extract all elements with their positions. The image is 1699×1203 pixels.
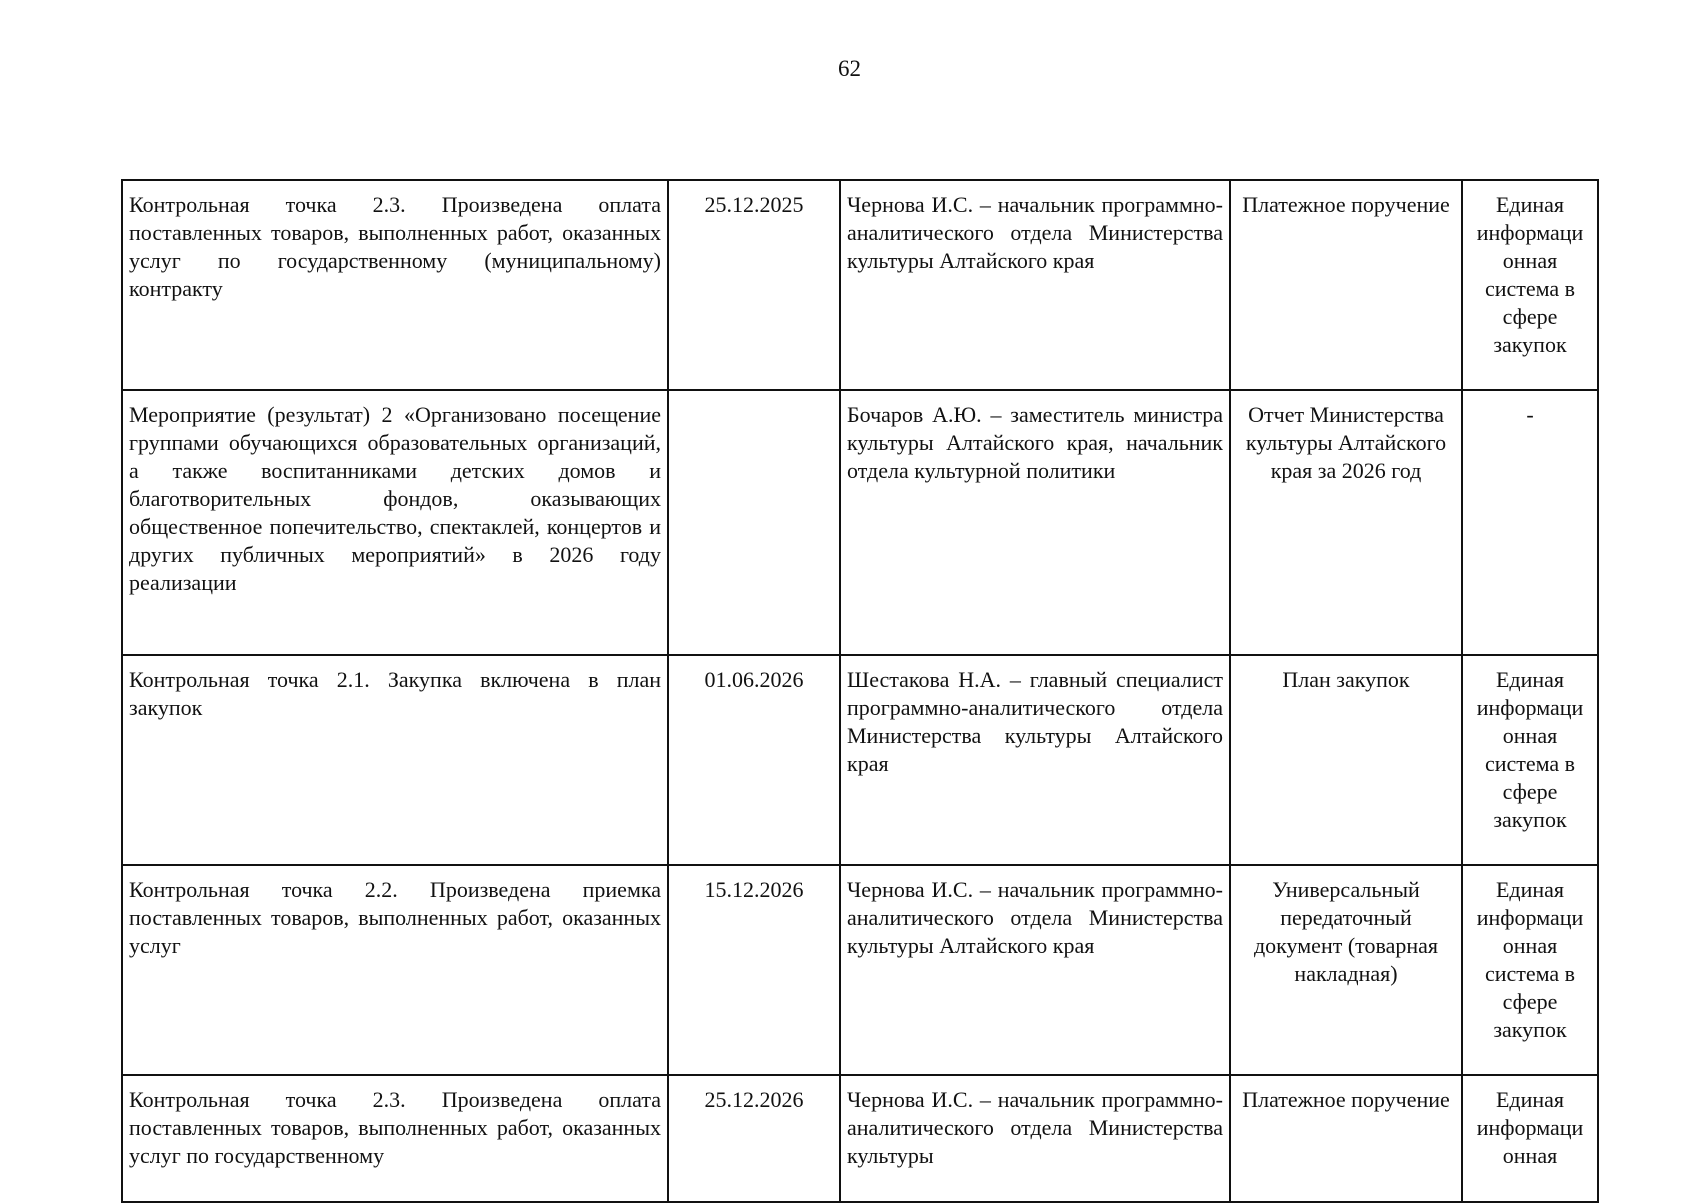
date-cell: 15.12.2026: [668, 865, 840, 1075]
event-name-cell: Контрольная точка 2.3. Произведена оплата поставленных товаров, выполненных работ, оказанных услуг по государственному: [122, 1075, 668, 1202]
event-name-cell: Контрольная точка 2.3. Произведена оплата поставленных товаров, выполненных работ, оказанных услуг по государственному (муниципальному) контракту: [122, 180, 668, 390]
info-system-cell: Единая информаци онная: [1462, 1075, 1598, 1202]
date-cell: [668, 390, 840, 655]
date-cell: 25.12.2026: [668, 1075, 840, 1202]
document-cell: Отчет Министерства культуры Алтайского края за 2026 год: [1230, 390, 1462, 655]
table-row: [122, 1075, 1598, 1202]
document-cell: Платежное поручение: [1230, 180, 1462, 390]
page-number: 62: [838, 56, 861, 81]
responsible-cell: Шестакова Н.А. – главный специалист программно-аналитического отдела Министерства культуры Алтайского края: [840, 655, 1230, 865]
info-system-cell: Единая информаци онная система в сфере закупок: [1462, 655, 1598, 865]
document-cell: План закупок: [1230, 655, 1462, 865]
date-cell: 01.06.2026: [668, 655, 840, 865]
responsible-cell: Бочаров А.Ю. – заместитель министра культуры Алтайского края, начальник отдела культурной политики: [840, 390, 1230, 655]
responsible-cell: Чернова И.С. – начальник программно-аналитического отдела Министерства культуры Алтайского края: [840, 180, 1230, 390]
info-system-cell: -: [1462, 390, 1598, 655]
responsible-cell: Чернова И.С. – начальник программно-аналитического отдела Министерства культуры Алтайского края: [840, 865, 1230, 1075]
info-system-cell: Единая информаци онная система в сфере закупок: [1462, 180, 1598, 390]
table-row: [122, 180, 1598, 390]
event-name-cell: Мероприятие (результат) 2 «Организовано посещение группами обучающихся образовательных организаций, а также воспитанниками детских домов и благотворительных фондов, оказывающих общественное попечительство, спектаклей, концертов и других публичных мероприятий» в 2026 году реализации: [122, 390, 668, 655]
document-cell: Платежное поручение: [1230, 1075, 1462, 1202]
table-row: [122, 655, 1598, 865]
date-cell: 25.12.2025: [668, 180, 840, 390]
responsible-cell: Чернова И.С. – начальник программно-аналитического отдела Министерства культуры: [840, 1075, 1230, 1202]
document-cell: Универсальный передаточный документ (товарная накладная): [1230, 865, 1462, 1075]
table-row: [122, 390, 1598, 655]
event-name-cell: Контрольная точка 2.1. Закупка включена в план закупок: [122, 655, 668, 865]
control-points-table: [121, 179, 1599, 1203]
table-row: [122, 865, 1598, 1075]
info-system-cell: Единая информаци онная система в сфере закупок: [1462, 865, 1598, 1075]
event-name-cell: Контрольная точка 2.2. Произведена приемка поставленных товаров, выполненных работ, оказанных услуг: [122, 865, 668, 1075]
